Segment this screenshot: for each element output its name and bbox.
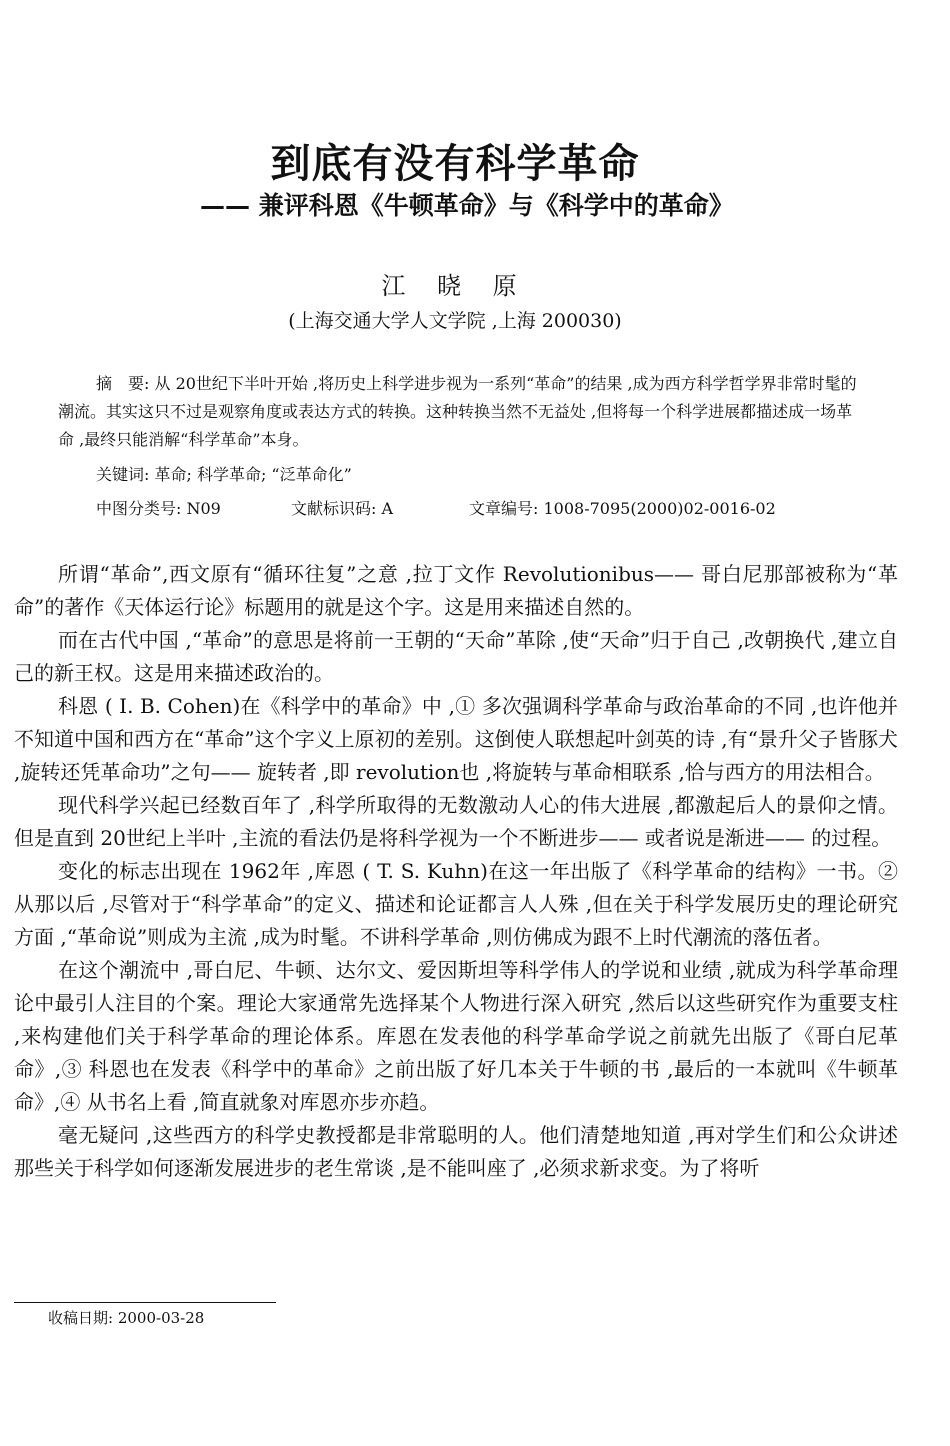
paragraph: 所谓“革命”,西文原有“循环往复”之意 ,拉丁文作 Revolutionibus—— 哥白尼那部被称为“革命”的著作《天体运行论》标题用的就是这个字。这是用来描述自然的。 bbox=[14, 562, 898, 619]
article-body bbox=[14, 558, 898, 1185]
paragraph: 科恩 ( I. B. Cohen)在《科学中的革命》中 ,① 多次强调科学革命与政治革命的不同 ,也许他并不知道中国和西方在“革命”这个字义上原初的差别。这倒使人联想起叶剑英的诗 ,有“景升父子皆豚犬 ,旋转还凭革命功”之句—— 旋转者 ,即 revolution也 ,将旋转与革命相联系 ,恰与西方的用法相合。 bbox=[14, 694, 898, 784]
article-number: 文章编号: 1008-7095(2000)02-0016-02 bbox=[469, 499, 776, 518]
paragraph: 而在古代中国 ,“革命”的意思是将前一王朝的“天命”革除 ,使“天命”归于自己 ,改朝换代 ,建立自己的新王权。这是用来描述政治的。 bbox=[14, 628, 898, 685]
abstract bbox=[58, 370, 858, 454]
author-affiliation: (上海交通大学人文学院 ,上海 200030) bbox=[288, 310, 622, 332]
author-name: 江 晓 原 bbox=[381, 272, 529, 300]
clc-number: 中图分类号: N09 bbox=[96, 499, 221, 518]
footnote-rule bbox=[14, 1302, 276, 1303]
article-title: 到底有没有科学革命 bbox=[270, 140, 640, 187]
received-date-footnote: 收稿日期: 2000-03-28 bbox=[48, 1309, 205, 1327]
paragraph: 毫无疑问 ,这些西方的科学史教授都是非常聪明的人。他们清楚地知道 ,再对学生们和公众讲述那些关于科学如何逐渐发展进步的老生常谈 ,是不能叫座了 ,必须求新求变。为了将听 bbox=[14, 1123, 898, 1180]
abstract-text: 摘 要: 从 20世纪下半叶开始 ,将历史上科学进步视为一系列“革命”的结果 ,成为西方科学哲学界非常时髦的潮流。其实这只不过是观察角度或表达方式的转换。这种转换当然不无益处 ,但将每一个科学进展都描述成一场革命 ,最终只能消解“科学革命”本身。 bbox=[58, 374, 857, 449]
paragraph: 变化的标志出现在 1962年 ,库恩 ( T. S. Kuhn)在这一年出版了《科学革命的结构》一书。② 从那以后 ,尽管对于“科学革命”的定义、描述和论证都言人人殊 ,但在关于科学发展历史的理论研究方面 ,“革命说”则成为主流 ,成为时髦。不讲科学革命 ,则仿佛成为跟不上时代潮流的落伍者。 bbox=[14, 859, 898, 949]
keywords: 关键词: 革命; 科学革命; “泛革命化” bbox=[96, 465, 352, 484]
article-subtitle: —— 兼评科恩《牛顿革命》与《科学中的革命》 bbox=[200, 191, 734, 220]
classification-line bbox=[96, 495, 816, 523]
paragraph: 现代科学兴起已经数百年了 ,科学所取得的无数激动人心的伟大进展 ,都激起后人的景仰之情。但是直到 20世纪上半叶 ,主流的看法仍是将科学视为一个不断进步—— 或者说是渐进—— 的过程。 bbox=[14, 793, 898, 850]
paragraph: 在这个潮流中 ,哥白尼、牛顿、达尔文、爱因斯坦等科学伟人的学说和业绩 ,就成为科学革命理论中最引人注目的个案。理论大家通常先选择某个人物进行深入研究 ,然后以这些研究作为重要支柱 ,来构建他们关于科学革命的理论体系。库恩在发表他的科学革命学说之前就先出版了《哥白尼革命》,③ 科恩也在发表《科学中的革命》之前出版了好几本关于牛顿的书 ,最后的一本就叫《牛顿革命》,④ 从书名上看 ,简直就象对库恩亦步亦趋。 bbox=[14, 958, 898, 1114]
document-code: 文献标识码: A bbox=[291, 499, 394, 518]
